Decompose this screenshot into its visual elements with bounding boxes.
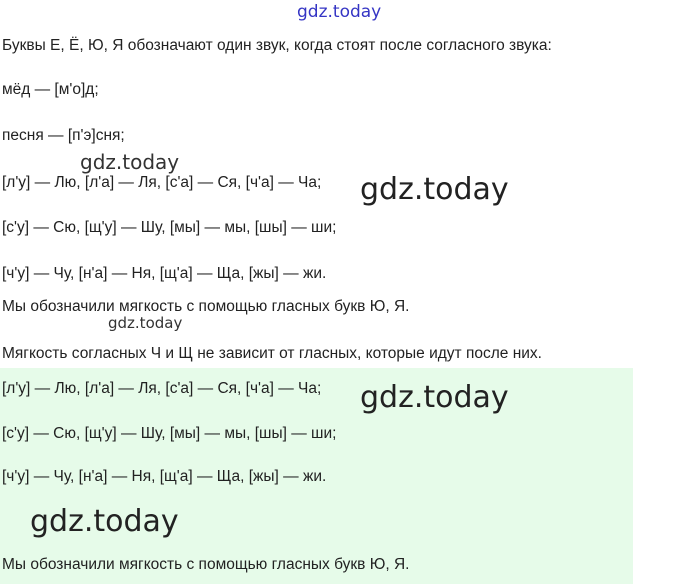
- note-line-2: Мягкость согласных Ч и Щ не зависит от гласных, которые идут после них.: [2, 345, 542, 362]
- watermark-small-2: gdz.today: [108, 314, 183, 332]
- syllable-row-3: [ч'у] — Чу, [н'а] — Ня, [щ'а] — Ща, [жы] — жи.: [2, 265, 327, 282]
- watermark-large-3: gdz.today: [30, 504, 179, 539]
- syllable-row-2: [с'у] — Сю, [щ'у] — Шу, [мы] — мы, [шы] — ши;: [2, 219, 337, 236]
- example-med: мёд — [м'о]д;: [2, 81, 99, 98]
- watermark-top: gdz.today: [297, 2, 382, 22]
- syllable-row-4: [л'у] — Лю, [л'а] — Ля, [с'а] — Ся, [ч'а] — Ча;: [2, 380, 322, 397]
- example-pesnya: песня — [п'э]сня;: [2, 127, 125, 144]
- syllable-row-6: [ч'у] — Чу, [н'а] — Ня, [щ'а] — Ща, [жы] — жи.: [2, 468, 327, 485]
- note-line-1: Мы обозначили мягкость с помощью гласных букв Ю, Я.: [2, 298, 410, 315]
- intro-line: Буквы Е, Ё, Ю, Я обозначают один звук, когда стоят после согласного звука:: [2, 37, 552, 54]
- syllable-row-1: [л'у] — Лю, [л'а] — Ля, [с'а] — Ся, [ч'а] — Ча;: [2, 174, 322, 191]
- watermark-large-2: gdz.today: [360, 380, 509, 415]
- watermark-small-1: gdz.today: [80, 150, 180, 174]
- watermark-large-1: gdz.today: [360, 172, 509, 207]
- syllable-row-5: [с'у] — Сю, [щ'у] — Шу, [мы] — мы, [шы] — ши;: [2, 425, 337, 442]
- note-line-3: Мы обозначили мягкость с помощью гласных букв Ю, Я.: [2, 556, 410, 573]
